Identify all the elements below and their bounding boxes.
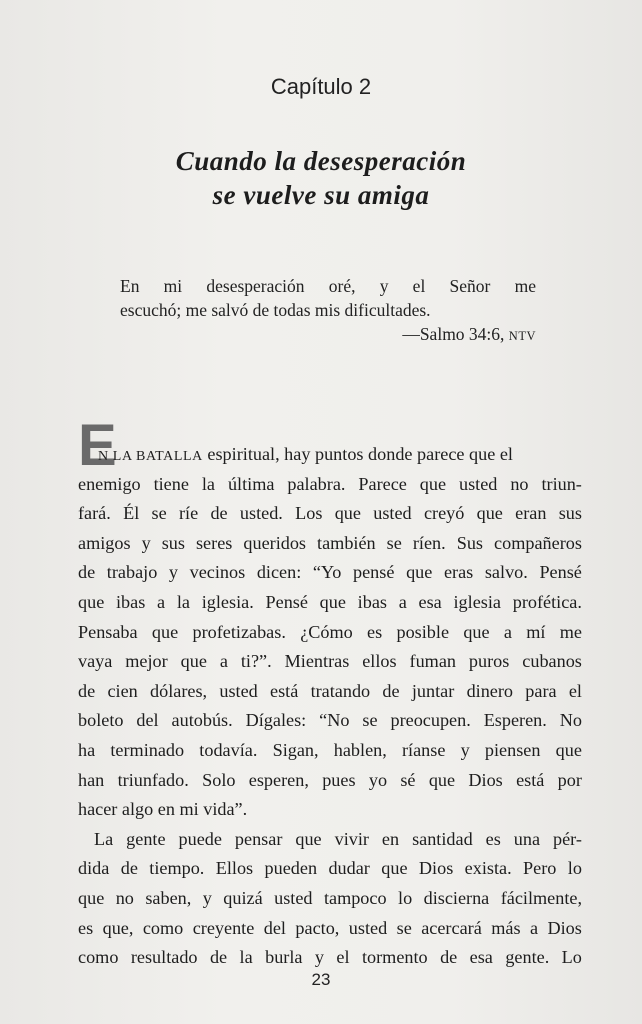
word: compañeros (494, 532, 582, 553)
body-line (78, 558, 582, 588)
word: pensé (353, 562, 395, 583)
epigraph (120, 274, 536, 348)
word: me (514, 276, 536, 296)
word: es (78, 917, 94, 938)
word: que (151, 621, 179, 642)
word: a (398, 591, 407, 612)
word: vivir (334, 828, 369, 849)
word: y (460, 739, 470, 760)
word: que (555, 739, 582, 760)
word: pues (322, 769, 356, 790)
word: a (219, 651, 228, 672)
word: mejor (125, 651, 168, 672)
word: pensar (234, 828, 283, 849)
word: a (529, 917, 539, 938)
word: Pensé (539, 562, 582, 583)
word: Señor (449, 276, 491, 296)
word: “Yo (312, 562, 342, 583)
word: del (263, 917, 286, 938)
word: como (142, 917, 184, 938)
word: es (485, 828, 501, 849)
word: que (180, 651, 207, 672)
word: quizá (223, 887, 263, 908)
word: a (157, 591, 166, 612)
word: Dios (468, 769, 503, 790)
word: Solo (202, 769, 236, 790)
word: han (78, 769, 105, 790)
first-line-text (98, 440, 513, 470)
word: y (314, 947, 324, 968)
body-line (78, 825, 582, 855)
first-line-rest: espiritual, hay puntos donde parece que el (202, 444, 513, 464)
word: gente (126, 828, 166, 849)
body-line (78, 766, 582, 796)
word: Él (123, 503, 140, 524)
word: exista. (464, 858, 512, 879)
word: se (362, 710, 378, 731)
word: fará. (78, 503, 111, 524)
word: usted (348, 917, 388, 938)
word: piensen (484, 739, 541, 760)
word: triunfado. (117, 769, 189, 790)
word: de (210, 503, 228, 524)
word: cien (107, 680, 138, 701)
word: burla (265, 947, 303, 968)
word: como (78, 947, 119, 968)
word: dicen: (256, 562, 302, 583)
word: autobús. (171, 710, 233, 731)
word: y (202, 887, 212, 908)
word: de (209, 947, 228, 968)
paragraph-1 (78, 470, 582, 796)
word: fuman (409, 651, 456, 672)
word: el (412, 276, 426, 296)
word: no (115, 887, 134, 908)
word: una (513, 828, 541, 849)
body-line-first (78, 440, 582, 470)
word: Pensaba (78, 621, 138, 642)
body-line (78, 677, 582, 707)
word: más (491, 917, 521, 938)
word: iglesia. (201, 591, 254, 612)
word: es (367, 621, 383, 642)
epigraph-line: escuchó; me salvó de todas mis dificultades. (120, 300, 431, 320)
word: Esperen. (483, 710, 547, 731)
word: santidad (412, 828, 473, 849)
chapter-title-line: se vuelve su amiga (212, 180, 430, 210)
word: y (141, 532, 151, 553)
word: a (503, 621, 512, 642)
word: enemigo (78, 473, 141, 494)
word: triun- (541, 473, 582, 494)
word: juntar (411, 680, 455, 701)
word: tiempo. (149, 858, 205, 879)
body-line (78, 588, 582, 618)
word: sus (558, 503, 582, 524)
word: boleto (78, 710, 124, 731)
word: resultado (130, 947, 198, 968)
word: se (396, 917, 412, 938)
word: de (120, 858, 138, 879)
chapter-title (0, 144, 642, 212)
word: que (78, 591, 105, 612)
body-line (78, 529, 582, 559)
word: No (559, 710, 582, 731)
word: usted (219, 680, 258, 701)
word: vaya (78, 651, 113, 672)
word: gente. (505, 947, 550, 968)
chapter-label: Capítulo 2 (270, 74, 372, 99)
word: seres (195, 532, 233, 553)
word: preocupen. (390, 710, 471, 731)
word: cubanos (522, 651, 582, 672)
body-line: hacer algo en mi vida”. (78, 799, 248, 820)
word: posible (396, 621, 450, 642)
word: tormento (361, 947, 428, 968)
word: Dios (547, 917, 582, 938)
word: ibas (116, 591, 146, 612)
paragraph-2 (78, 825, 582, 973)
word: iglesia (453, 591, 501, 612)
word: de (78, 680, 96, 701)
word: Parece (358, 473, 407, 494)
word: tratando (310, 680, 371, 701)
first-line-smallcaps: N LA BATALLA (98, 449, 203, 464)
word: creyente (192, 917, 255, 938)
word: me (559, 621, 582, 642)
word: la (176, 591, 190, 612)
word: ríen. (412, 532, 446, 553)
word: Pero (523, 858, 557, 879)
word: Sus (456, 532, 484, 553)
word: también (317, 532, 376, 553)
word: tampoco (323, 887, 387, 908)
word: oré, (328, 276, 356, 296)
word: de (382, 680, 400, 701)
word: Los (295, 503, 323, 524)
word: acercará (421, 917, 482, 938)
body-text (78, 440, 582, 973)
body-line (78, 854, 582, 884)
word: que, (102, 917, 134, 938)
word: profetizabas. (192, 621, 286, 642)
word: amigos (78, 532, 131, 553)
word: desesperación (206, 276, 305, 296)
word: que (334, 503, 361, 524)
word: esperen, (248, 769, 309, 790)
word: esa (418, 591, 442, 612)
word: trabajo (106, 562, 158, 583)
page-number: 23 (311, 970, 331, 989)
word: que (78, 887, 105, 908)
body-line (78, 618, 582, 648)
word: dida (78, 858, 110, 879)
word: Ellos (215, 858, 254, 879)
word: lo (398, 887, 413, 908)
word: que (406, 562, 433, 583)
word: ti?”. (240, 651, 272, 672)
word: el (568, 680, 582, 701)
word: la (239, 947, 253, 968)
word: que (428, 769, 456, 790)
word: se (386, 532, 402, 553)
body-line (78, 736, 582, 766)
body-line (78, 470, 582, 500)
word: En (120, 276, 140, 296)
word: yo (368, 769, 388, 790)
word: tiene (153, 473, 189, 494)
word: pueden (264, 858, 318, 879)
word: ríe (178, 503, 199, 524)
word: saben, (145, 887, 192, 908)
word: Lo (561, 947, 582, 968)
word: que (319, 591, 346, 612)
word: que (295, 828, 322, 849)
word: “No (319, 710, 350, 731)
attribution-reference: —Salmo 34:6, (402, 324, 505, 344)
word: ha (78, 739, 96, 760)
word: la (201, 473, 216, 494)
word: última (227, 473, 275, 494)
body-line (78, 706, 582, 736)
word: para (525, 680, 557, 701)
word: que (476, 503, 503, 524)
word: ibas (357, 591, 387, 612)
word: está (516, 769, 545, 790)
word: pacto, (295, 917, 340, 938)
chapter-title-line: Cuando la desesperación (175, 146, 467, 176)
word: salvo. (484, 562, 528, 583)
word: Dios (418, 858, 454, 879)
word: dólares, (150, 680, 208, 701)
word: eras (443, 562, 474, 583)
word: usted (274, 887, 313, 908)
epigraph-line (120, 274, 536, 298)
word: que (381, 858, 408, 879)
word: Dígales: (245, 710, 307, 731)
attribution-version: NTV (508, 329, 536, 343)
word: de (78, 562, 96, 583)
word: puede (178, 828, 222, 849)
word: usted (373, 503, 412, 524)
word: usted (458, 473, 498, 494)
word: está (270, 680, 299, 701)
word: sé (400, 769, 416, 790)
epigraph-attribution (120, 322, 536, 348)
word: que (463, 621, 490, 642)
word: terminado (110, 739, 185, 760)
drop-cap: E (78, 413, 117, 478)
body-line (78, 914, 582, 944)
word: del (136, 710, 159, 731)
word: Pensé (265, 591, 308, 612)
body-line (78, 884, 582, 914)
word: usted. (239, 503, 283, 524)
body-line (78, 499, 582, 529)
word: todavía. (199, 739, 258, 760)
word: lo (567, 858, 582, 879)
word: se (151, 503, 167, 524)
word: y (168, 562, 179, 583)
word: esa (469, 947, 493, 968)
word: La (94, 828, 114, 849)
body-line (78, 943, 582, 973)
word: vecinos (189, 562, 246, 583)
word: Mientras (284, 651, 350, 672)
word: en (381, 828, 400, 849)
word: hablen, (333, 739, 387, 760)
word: no (510, 473, 529, 494)
word: de (440, 947, 458, 968)
word: pér- (553, 828, 582, 849)
word: puros (468, 651, 510, 672)
word: fácilmente, (500, 887, 582, 908)
word: que (419, 473, 447, 494)
word: queridos (243, 532, 307, 553)
word: eran (515, 503, 547, 524)
word: sus (161, 532, 185, 553)
word: dudar (328, 858, 370, 879)
word: Sigan, (272, 739, 319, 760)
word: por (557, 769, 582, 790)
word: ríanse (401, 739, 446, 760)
word: creyó (423, 503, 465, 524)
word: ellos (362, 651, 397, 672)
word: dinero (466, 680, 514, 701)
word: mí (526, 621, 546, 642)
body-line (78, 647, 582, 677)
word: palabra. (287, 473, 346, 494)
word: profética. (512, 591, 582, 612)
word: ¿Cómo (300, 621, 353, 642)
word: el (336, 947, 350, 968)
word: discierna (423, 887, 490, 908)
word: y (379, 276, 389, 296)
word: mi (163, 276, 183, 296)
